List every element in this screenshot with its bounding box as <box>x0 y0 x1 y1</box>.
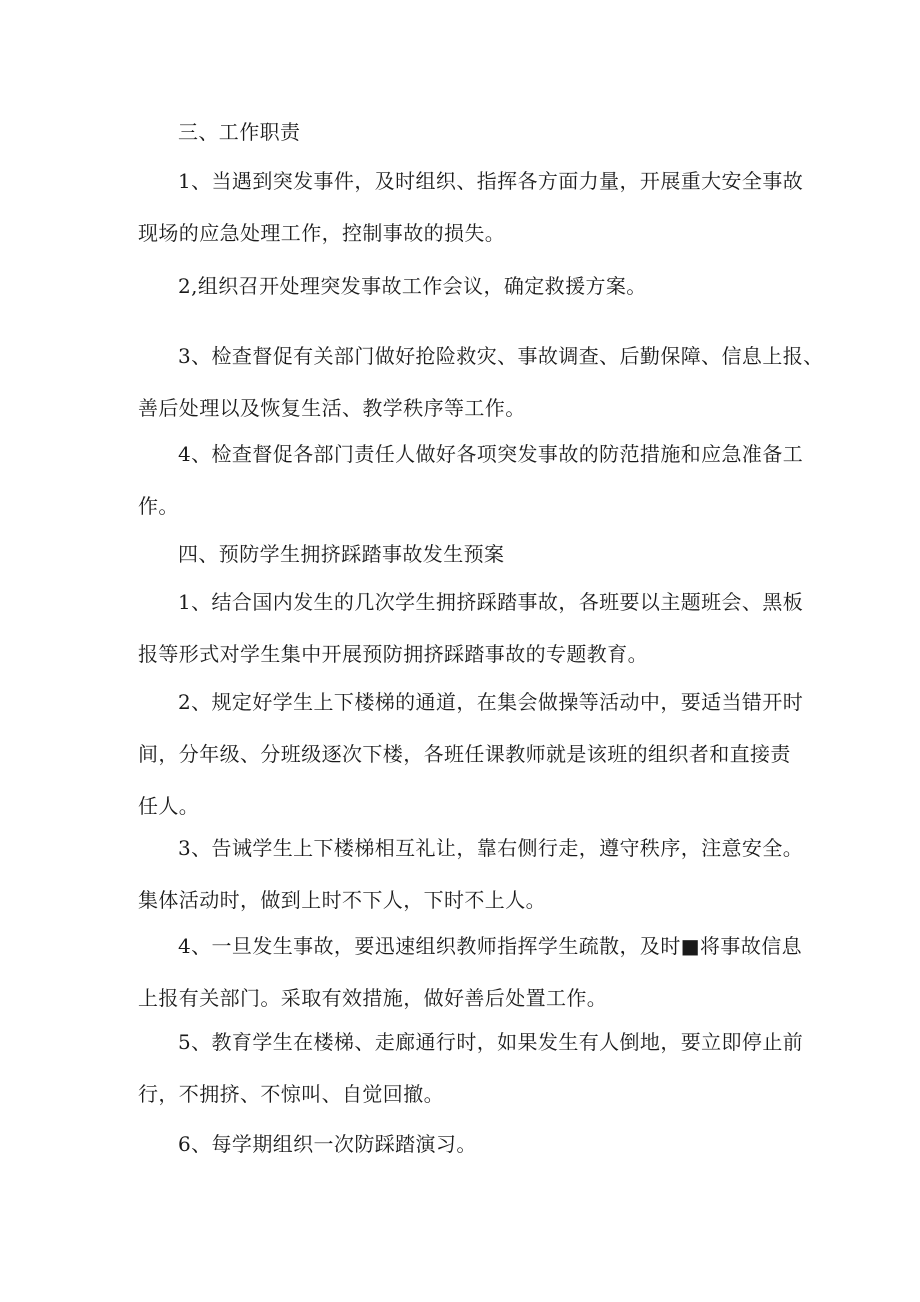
paragraph-line: 报等形式对学生集中开展预防拥挤踩踏事故的专题教育。 <box>138 642 648 666</box>
paragraph-line: 1、当遇到突发事件，及时组织、指挥各方面力量，开展重大安全事故 <box>178 169 804 193</box>
paragraph-line: 2、规定好学生上下楼梯的通道，在集会做操等活动中，要适当错开时 <box>178 690 804 714</box>
section-heading-duties <box>138 106 798 158</box>
paragraph-line: 善后处理以及恢复生活、教学秩序等工作。 <box>138 396 526 420</box>
paragraph-line: 3、告诫学生上下楼梯相互礼让，靠右侧行走，遵守秩序，注意安全。 <box>178 836 804 860</box>
paragraph-line: 1、结合国内发生的几次学生拥挤踩踏事故，各班要以主题班会、黑板 <box>178 590 804 614</box>
paragraph-plan-6 <box>138 1118 798 1170</box>
paragraph-line: 任人。 <box>138 794 200 818</box>
paragraph-line: 上报有关部门。采取有效措施，做好善后处置工作。 <box>138 986 608 1010</box>
paragraph-line: 5、教育学生在楼梯、走廊通行时，如果发生有人倒地，要立即停止前 <box>178 1030 804 1054</box>
paragraph-line: 6、每学期组织一次防踩踏演习。 <box>178 1132 477 1156</box>
paragraph-duty-4 <box>138 428 804 532</box>
paragraph-line: 4、检查督促各部门责任人做好各项突发事故的防范措施和应急准备工 <box>178 442 804 466</box>
paragraph-duty-3 <box>138 330 824 434</box>
paragraph-duty-2 <box>138 260 798 312</box>
paragraph-line: 作。 <box>138 494 179 518</box>
paragraph-duty-1 <box>138 155 804 259</box>
paragraph-line: 4、一旦发生事故，要迅速组织教师指挥学生疏散，及时■将事故信息 <box>178 934 803 958</box>
heading-text: 四、预防学生拥挤踩踏事故发生预案 <box>178 542 505 566</box>
heading-text: 三、工作职责 <box>178 120 301 144</box>
paragraph-line: 2,组织召开处理突发事故工作会议，确定救援方案。 <box>178 274 647 298</box>
paragraph-plan-2 <box>138 676 804 832</box>
paragraph-line: 3、检查督促有关部门做好抢险救灾、事故调查、后勤保障、信息上报、 <box>178 344 824 368</box>
section-heading-stampede-plan <box>138 528 798 580</box>
paragraph-plan-5 <box>138 1016 804 1120</box>
paragraph-line: 行，不拥挤、不惊叫、自觉回撤。 <box>138 1082 444 1106</box>
paragraph-plan-3 <box>138 822 804 926</box>
paragraph-plan-1 <box>138 576 804 680</box>
paragraph-line: 集体活动时，做到上时不下人，下时不上人。 <box>138 888 546 912</box>
paragraph-plan-4 <box>138 920 803 1024</box>
paragraph-line: 现场的应急处理工作，控制事故的损失。 <box>138 221 506 245</box>
paragraph-line: 间，分年级、分班级逐次下楼，各班任课教师就是该班的组织者和直接责 <box>138 742 791 766</box>
